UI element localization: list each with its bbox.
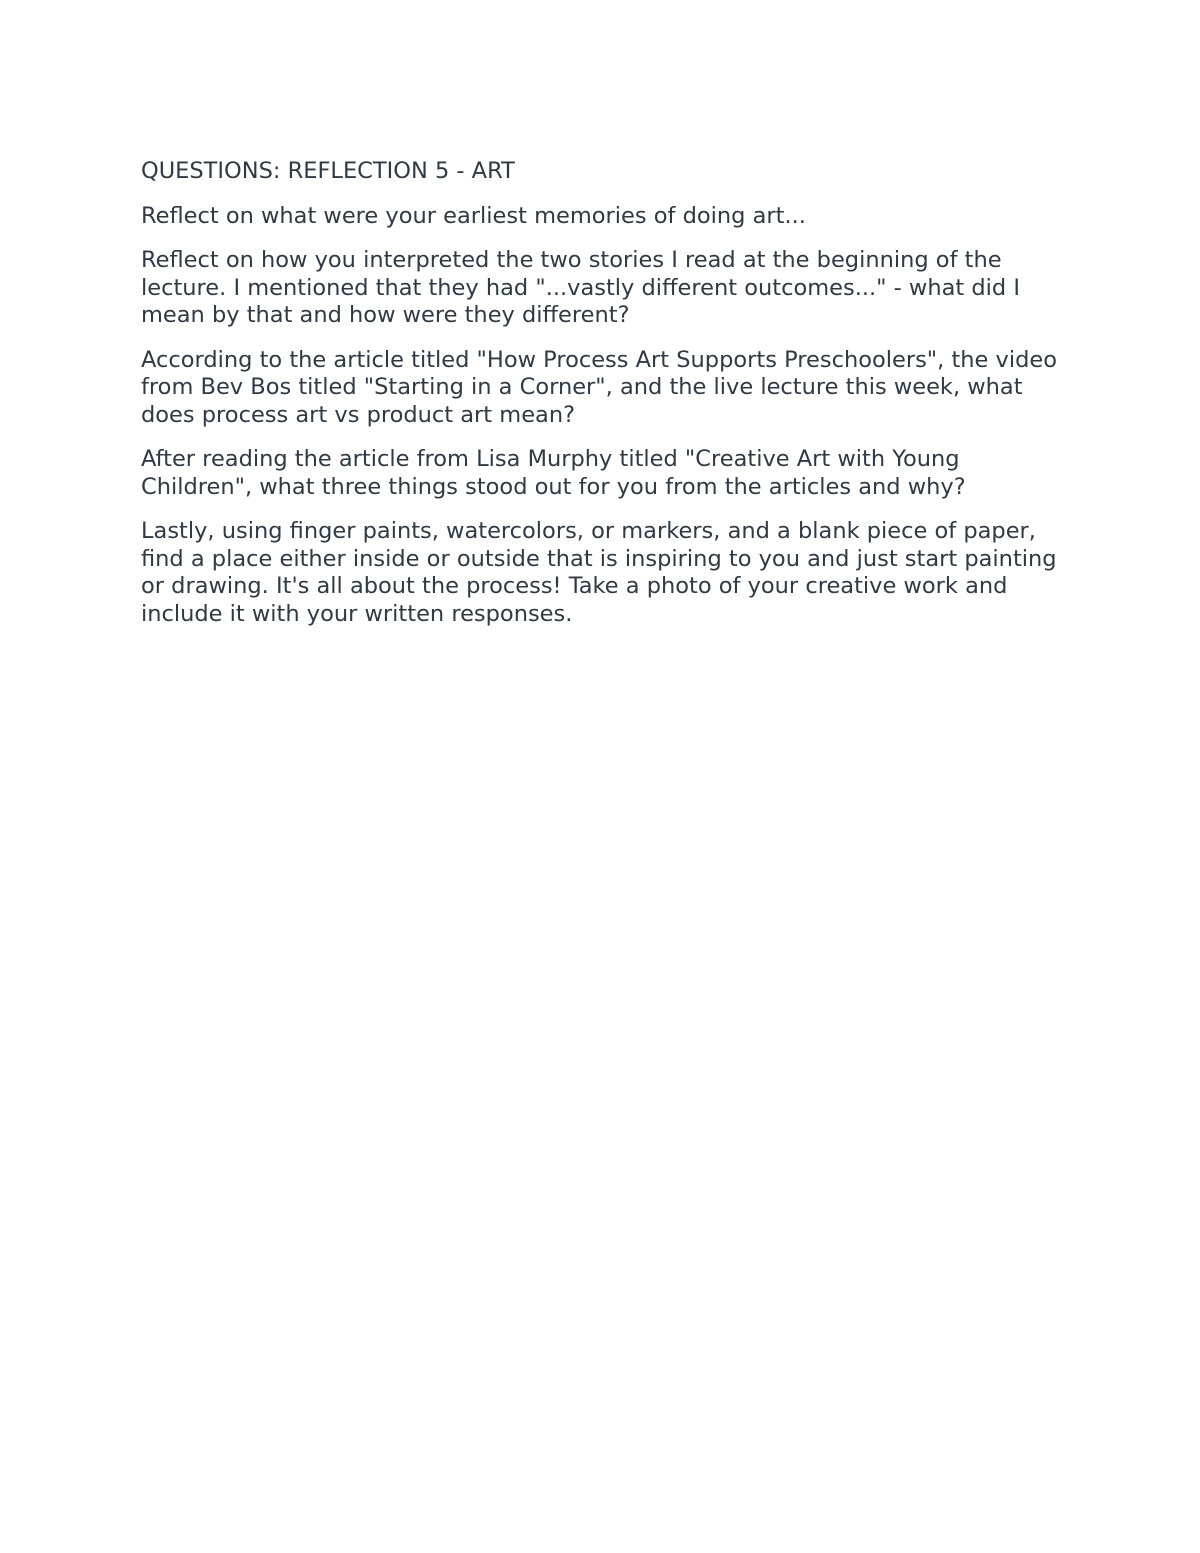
- question-paragraph-4: After reading the article from Lisa Murphy titled "Creative Art with Young Children", what three things stood out for you from the articles and why?: [141, 446, 966, 500]
- question-paragraph-2: Reflect on how you interpreted the two stories I read at the beginning of the lecture. I mentioned that they had "...vastly different outcomes..." - what did I mean by that and how were they different?: [141, 247, 1020, 328]
- document-body: [141, 158, 1061, 645]
- document-title: QUESTIONS: REFLECTION 5 - ART: [141, 158, 515, 184]
- question-paragraph-5: Lastly, using finger paints, watercolors, or markers, and a blank piece of paper, find a place either inside or outside that is inspiring to you and just start painting or drawing. It's all about the process! Take a photo of your creative work and include it with your written responses.: [141, 518, 1057, 627]
- question-paragraph-1: Reflect on what were your earliest memories of doing art...: [141, 202, 806, 229]
- question-paragraph-3: According to the article titled "How Process Art Supports Preschoolers", the video from Bev Bos titled "Starting in a Corner", and the live lecture this week, what does process art vs product art mean?: [141, 346, 1057, 428]
